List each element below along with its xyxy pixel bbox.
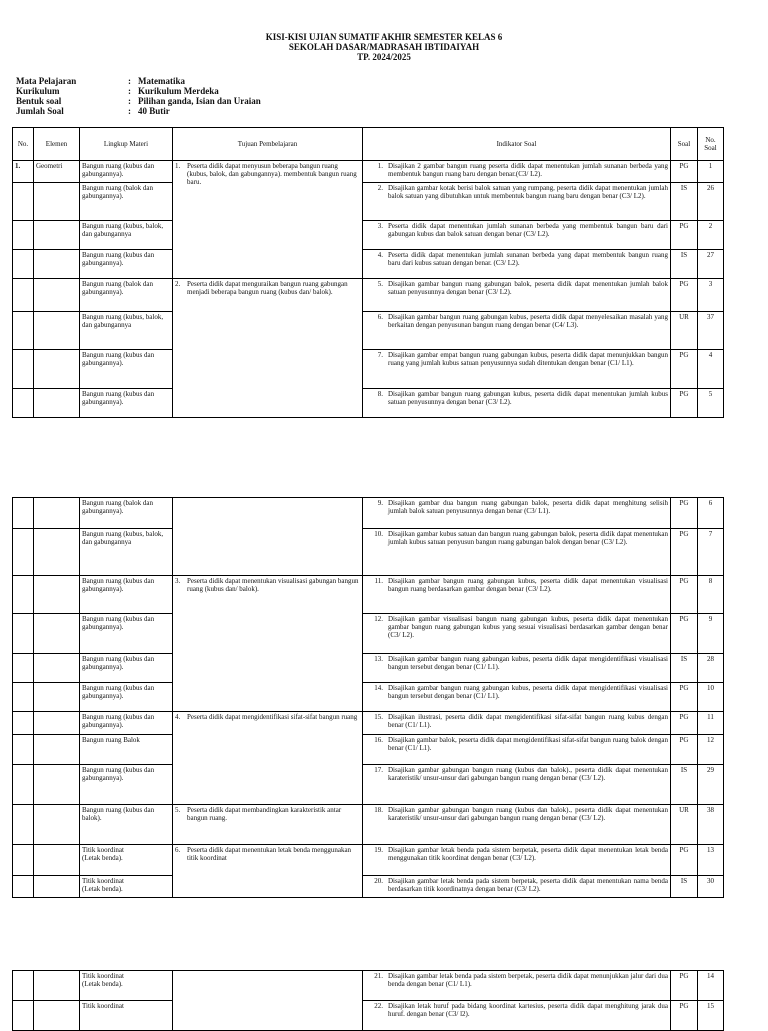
row-number: 1. [13, 161, 34, 183]
table-row [13, 805, 724, 845]
soal-type: IS [671, 183, 698, 221]
elemen-cell [34, 221, 80, 250]
lingkup-cell: Bangun ruang (balok dan gabungannya). [80, 279, 173, 312]
elemen-cell [34, 805, 80, 845]
soal-number: 2 [698, 221, 724, 250]
meta-block [16, 76, 261, 116]
indikator-cell [363, 183, 671, 221]
tujuan-text: Peserta didik dapat membandingkan karakteristik antar bangun ruang. [187, 806, 342, 822]
soal-number: 15 [698, 1001, 724, 1031]
indikator [365, 280, 668, 296]
indikator-cell [363, 250, 671, 279]
lingkup-cell: Bangun ruang (kubus dan balok). [80, 805, 173, 845]
indikator-number: 22. [374, 1002, 383, 1010]
row-number [13, 389, 34, 418]
soal-type: PG [671, 279, 698, 312]
tujuan-text: Peserta didik dapat menyusun beberapa bangun ruang (kubus, balok, dan gabungannya). membentuk bangun ruang baru. [187, 162, 357, 186]
soal-number: 7 [698, 529, 724, 576]
meta-colon: : [128, 86, 131, 96]
indikator [365, 846, 668, 862]
elemen-cell [34, 654, 80, 683]
indikator [365, 736, 668, 752]
meta-colon: : [128, 96, 131, 106]
indikator-cell [363, 161, 671, 183]
elemen-cell [34, 845, 80, 876]
indikator-text: Disajikan gambar empat bangun ruang gabungan kubus, peserta didik dapat menunjukkan bangun ruang yang jumlah kubus satuan penyusunnya sudah ditentukan dengan benar (C1/ L1). [388, 351, 668, 367]
tujuan-text: Peserta didik dapat menentukan visualisasi gabungan bangun ruang (kubus dan/ balok). [187, 577, 359, 593]
soal-type: IS [671, 654, 698, 683]
indikator-cell [363, 765, 671, 805]
table-row [13, 614, 724, 654]
elemen-cell [34, 765, 80, 805]
elemen-cell [34, 1001, 80, 1031]
row-number [13, 805, 34, 845]
soal-type: PG [671, 161, 698, 183]
soal-type: UR [671, 312, 698, 350]
soal-number: 38 [698, 805, 724, 845]
lingkup-cell: Titik koordinat (Letak benda). [80, 876, 173, 898]
indikator [365, 251, 668, 267]
lingkup-cell: Bangun ruang (kubus, balok, dan gabungannya [80, 529, 173, 576]
lingkup-cell: Bangun ruang (kubus, balok, dan gabungannya [80, 221, 173, 250]
soal-number: 3 [698, 279, 724, 312]
indikator-text: Disajikan gambar letak benda pada sistem berpetak, peserta didik dapat menentukan letak benda menggunakan titik koordinat dengan benar (C3/ L2). [388, 846, 668, 862]
indikator-text: Disajikan gambar bangun ruang gabungan kubus, peserta didik dapat mengidentifikasi visualisasi bangun tersebut dengan benar (C1/ L1). [388, 684, 668, 700]
row-number [13, 971, 34, 1001]
indikator-number: 5. [377, 280, 383, 288]
indikator-text: Disajikan gambar balok, peserta didik dapat mengidentifikasi sifat-sifat bangun ruang balok dengan benar (C1/ L1). [388, 736, 668, 752]
lingkup-cell: Bangun ruang (kubus dan gabungannya). [80, 614, 173, 654]
soal-type: PG [671, 1001, 698, 1031]
lingkup-cell: Bangun ruang Balok [80, 735, 173, 765]
indikator-text: Disajikan gambar bangun ruang gabungan balok, peserta didik dapat menentukan jumlah balok satuan penyusunnya dengan benar (C3/ L2). [388, 280, 668, 296]
tujuan-number: 5. [175, 806, 181, 814]
indikator [365, 713, 668, 729]
indikator-cell [363, 735, 671, 765]
elemen-cell [34, 389, 80, 418]
table-row [13, 250, 724, 279]
indikator [365, 615, 668, 639]
indikator [365, 351, 668, 367]
soal-type: PG [671, 529, 698, 576]
elemen-cell [34, 250, 80, 279]
indikator [365, 313, 668, 329]
indikator [365, 766, 668, 782]
table-row [13, 765, 724, 805]
soal-number: 6 [698, 498, 724, 529]
kisi-table-page2 [12, 497, 724, 898]
indikator-text: Disajikan gambar gabungan bangun ruang (kubus dan balok)., peserta didik dapat menentukan karateristik/ unsur-unsur dari gabungan bangun ruang dengan benar (C3/ L2). [388, 766, 668, 782]
soal-number: 12 [698, 735, 724, 765]
indikator [365, 1002, 668, 1018]
meta-label: Mata Pelajaran [16, 76, 77, 86]
indikator-text: Disajikan gambar bangun ruang gabungan kubus, peserta didik dapat menentukan visualisasi bangun ruang berdasarkan gambar dengan benar (C3/ L2). [388, 577, 668, 593]
soal-number: 10 [698, 683, 724, 712]
indikator-number: 14. [374, 684, 383, 692]
kisi-table-page3 [12, 970, 724, 1031]
indikator-text: Disajikan gambar kotak berisi balok satuan yang rumpang, peserta didik dapat menentukan jumlah balok satuan yang dibutuhkan untuk membentuk bangun ruang baru dengan benar (C3/ L2). [388, 184, 668, 200]
indikator [365, 655, 668, 671]
soal-number: 4 [698, 350, 724, 389]
soal-number: 8 [698, 576, 724, 614]
indikator-number: 2. [377, 184, 383, 192]
soal-type: PG [671, 614, 698, 654]
elemen-cell [34, 350, 80, 389]
meta-colon: : [128, 76, 131, 86]
soal-number: 30 [698, 876, 724, 898]
indikator-number: 20. [374, 877, 383, 885]
indikator [365, 530, 668, 546]
soal-type: PG [671, 498, 698, 529]
table-row [13, 312, 724, 350]
lingkup-cell: Bangun ruang (kubus, balok, dan gabungannya [80, 312, 173, 350]
tujuan-text: Peserta didik dapat menentukan letak benda menggunakan titik koordinat [187, 846, 352, 862]
lingkup-cell: Bangun ruang (balok dan gabungannya). [80, 183, 173, 221]
indikator-text: Peserta didik dapat menentukan jumlah sunanan berbeda yang membentuk bangun baru dari gabungan kubus dan balok satuan dengan benar (C3/ L2). [388, 222, 668, 238]
tujuan-cell [173, 161, 363, 279]
lingkup-cell: Titik koordinat [80, 1001, 173, 1031]
indikator-cell [363, 614, 671, 654]
tujuan-cell [173, 576, 363, 712]
row-number [13, 765, 34, 805]
row-number [13, 350, 34, 389]
lingkup-cell: Bangun ruang (kubus dan gabungannya). [80, 576, 173, 614]
indikator-text: Disajikan gambar gabungan bangun ruang (kubus dan balok)., peserta didik dapat menentukan karateristik/ unsur-unsur dari gabungan bangun ruang dengan benar (C3/ L2). [388, 806, 668, 822]
soal-number: 27 [698, 250, 724, 279]
indikator-number: 19. [374, 846, 383, 854]
meta-value: 40 Butir [138, 106, 170, 116]
table-row [13, 576, 724, 614]
indikator-number: 12. [374, 615, 383, 623]
indikator [365, 972, 668, 988]
soal-number: 14 [698, 971, 724, 1001]
soal-type: PG [671, 576, 698, 614]
table-row [13, 845, 724, 876]
lingkup-cell: Bangun ruang (kubus dan gabungannya). [80, 250, 173, 279]
tujuan-number: 6. [175, 846, 181, 854]
row-number [13, 250, 34, 279]
tujuan-number: 4. [175, 713, 181, 721]
indikator-number: 3. [377, 222, 383, 230]
indikator-number: 6. [377, 313, 383, 321]
tujuan-number: 3. [175, 577, 181, 585]
indikator-text: Disajikan 2 gambar bangun ruang peserta didik dapat menentukan jumlah sunanan berbeda yang membentuk bangun ruang baru dengan benar.(C3/ L2). [388, 162, 668, 178]
elemen-cell: Geometri [34, 161, 80, 183]
indikator-number: 11. [374, 577, 383, 585]
soal-type: PG [671, 712, 698, 735]
indikator-cell [363, 498, 671, 529]
soal-number: 13 [698, 845, 724, 876]
table-row [13, 876, 724, 898]
row-number [13, 498, 34, 529]
table-row [13, 279, 724, 312]
table-row [13, 712, 724, 735]
indikator [365, 184, 668, 200]
indikator-cell [363, 654, 671, 683]
doc-year: TP. 2024/2025 [357, 52, 411, 62]
meta-colon: : [128, 106, 131, 116]
indikator-text: Disajikan gambar dua bangun ruang gabungan balok, peserta didik dapat menghitung selisih jumlah balok satuan penyusunnya dengan benar (C3/ L1). [388, 499, 668, 515]
indikator-number: 9. [377, 499, 383, 507]
lingkup-cell: Bangun ruang (kubus dan gabungannya). [80, 350, 173, 389]
tujuan-text: Peserta didik dapat menguraikan bangun ruang gabungan menjadi beberapa bangun ruang (kubus dan/ balok). [187, 280, 348, 296]
table-row [13, 498, 724, 529]
indikator-cell [363, 1001, 671, 1031]
header-soal: Soal [671, 128, 698, 161]
table-row [13, 221, 724, 250]
elemen-cell [34, 876, 80, 898]
indikator-cell [363, 389, 671, 418]
elemen-cell [34, 712, 80, 735]
indikator-number: 1. [377, 162, 383, 170]
indikator-text: Disajikan letak huruf pada bidang koordinat kartesius, peserta didik dapat menghitung jarak dua huruf. dengan benar (C3/ l2). [388, 1002, 668, 1018]
row-number [13, 735, 34, 765]
indikator-text: Disajikan gambar bangun ruang gabungan kubus, peserta didik dapat menentukan jumlah kubus satuan penyusunnya dengan benar (C3/ L2). [388, 390, 668, 406]
row-number [13, 683, 34, 712]
indikator-number: 18. [374, 806, 383, 814]
row-number [13, 529, 34, 576]
indikator-number: 17. [374, 766, 383, 774]
meta-label: Kurikulum [16, 86, 60, 96]
indikator-number: 16. [374, 736, 383, 744]
soal-type: PG [671, 221, 698, 250]
tujuan [175, 713, 360, 721]
indikator-cell [363, 576, 671, 614]
indikator-number: 8. [377, 390, 383, 398]
indikator [365, 577, 668, 593]
indikator [365, 499, 668, 515]
row-number [13, 576, 34, 614]
indikator-number: 21. [374, 972, 383, 980]
elemen-cell [34, 971, 80, 1001]
doc-title: KISI-KISI UJIAN SUMATIF AKHIR SEMESTER KELAS 6 [265, 32, 503, 42]
elemen-cell [34, 683, 80, 712]
indikator-cell [363, 529, 671, 576]
indikator-text: Disajikan gambar visualisasi bangun ruang gabungan kubus, peserta didik dapat menentukan gambar bangun ruang gabungan kubus yang sesuai visualisasi berdasarkan gambar dengan benar (C3/ L2). [388, 615, 668, 639]
indikator-cell [363, 971, 671, 1001]
row-number [13, 712, 34, 735]
table-header-row [13, 128, 724, 161]
header-lingkup: Lingkup Materi [80, 128, 173, 161]
indikator-text: Peserta didik dapat menentukan jumlah sunanan berbeda yang dapat membentuk bangun ruang baru dari kubus satuan dengan benar. (C3/ L2). [388, 251, 668, 267]
row-number [13, 183, 34, 221]
soal-type: IS [671, 250, 698, 279]
row-number [13, 845, 34, 876]
lingkup-cell: Titik koordinat (Letak benda). [80, 845, 173, 876]
indikator-cell [363, 279, 671, 312]
indikator-cell [363, 221, 671, 250]
meta-row [16, 106, 261, 116]
soal-type: IS [671, 876, 698, 898]
indikator [365, 390, 668, 406]
meta-row [16, 96, 261, 106]
indikator-cell [363, 683, 671, 712]
row-number [13, 614, 34, 654]
elemen-cell [34, 312, 80, 350]
row-number [13, 1001, 34, 1031]
indikator-cell [363, 712, 671, 735]
tujuan-cell [173, 805, 363, 845]
indikator-number: 13. [374, 655, 383, 663]
indikator-number: 10. [374, 530, 383, 538]
soal-type: PG [671, 845, 698, 876]
indikator-text: Disajikan gambar bangun ruang gabungan kubus, peserta didik dapat menyelesaikan masalah yang berkaitan dengan penyusunan bangun ruang dengan benar (C4/ L3). [388, 313, 668, 329]
soal-type: PG [671, 735, 698, 765]
lingkup-cell: Bangun ruang (kubus dan gabungannya). [80, 389, 173, 418]
tujuan-cell [173, 498, 363, 576]
kisi-table-page1 [12, 127, 724, 418]
lingkup-cell: Bangun ruang (kubus dan gabungannya). [80, 161, 173, 183]
soal-type: IS [671, 765, 698, 805]
meta-row [16, 76, 261, 86]
lingkup-cell: Titik koordinat (Letak benda). [80, 971, 173, 1001]
table-row [13, 735, 724, 765]
row-number [13, 279, 34, 312]
indikator [365, 877, 668, 893]
lingkup-cell: Bangun ruang (kubus dan gabungannya). [80, 712, 173, 735]
elemen-cell [34, 614, 80, 654]
header-nosoal: No. Soal [698, 128, 724, 161]
indikator [365, 684, 668, 700]
soal-number: 37 [698, 312, 724, 350]
elemen-cell [34, 183, 80, 221]
soal-type: UR [671, 805, 698, 845]
tujuan-cell [173, 845, 363, 898]
lingkup-cell: Bangun ruang (balok dan gabungannya). [80, 498, 173, 529]
row-number [13, 876, 34, 898]
indikator-text: Disajikan gambar bangun ruang gabungan kubus, peserta didik dapat mengidentifikasi visualisasi bangun tersebut dengan benar (C1/ L1). [388, 655, 668, 671]
lingkup-cell: Bangun ruang (kubus dan gabungannya). [80, 654, 173, 683]
elemen-cell [34, 279, 80, 312]
meta-label: Jumlah Soal [16, 106, 64, 116]
meta-value: Kurikulum Merdeka [138, 86, 219, 96]
table-row [13, 683, 724, 712]
indikator-cell [363, 350, 671, 389]
tujuan [175, 806, 360, 822]
soal-number: 29 [698, 765, 724, 805]
tujuan [175, 577, 360, 593]
tujuan [175, 846, 360, 862]
header-elemen: Elemen [34, 128, 80, 161]
tujuan-cell [173, 971, 363, 1031]
lingkup-cell: Bangun ruang (kubus dan gabungannya). [80, 765, 173, 805]
indikator-number: 4. [377, 251, 383, 259]
soal-type: PG [671, 971, 698, 1001]
tujuan-cell [173, 279, 363, 418]
meta-value: Matematika [138, 76, 185, 86]
indikator-number: 7. [377, 351, 383, 359]
indikator-number: 15. [374, 713, 383, 721]
tujuan [175, 162, 360, 186]
soal-number: 11 [698, 712, 724, 735]
meta-label: Bentuk soal [16, 96, 62, 106]
table-row [13, 350, 724, 389]
header-no: No. [13, 128, 34, 161]
row-number [13, 221, 34, 250]
tujuan-text: Peserta didik dapat mengidentifikasi sifat-sifat bangun ruang [187, 713, 358, 721]
row-number [13, 654, 34, 683]
table-row [13, 529, 724, 576]
elemen-cell [34, 576, 80, 614]
indikator-text: Disajikan gambar kubus satuan dan bangun ruang gabungan balok, peserta didik dapat menentukan jumlah kubus satuan penyusun bangun ruang gabungan balok dengan benar (C3/ L2). [388, 530, 668, 546]
elemen-cell [34, 529, 80, 576]
indikator [365, 806, 668, 822]
table-row [13, 161, 724, 183]
soal-number: 28 [698, 654, 724, 683]
table-row [13, 183, 724, 221]
indikator-text: Disajikan gambar letak benda pada sistem berpetak, peserta didik dapat menentukan nama benda berdasarkan titik koordinatnya dengan benar (C3/ L2). [388, 877, 668, 893]
soal-type: PG [671, 683, 698, 712]
table-row [13, 654, 724, 683]
doc-subtitle: SEKOLAH DASAR/MADRASAH IBTIDAIYAH [288, 42, 480, 52]
indikator-text: Disajikan ilustrasi, peserta didik dapat mengidentifikasi sifat-sifat bangun ruang kubus dengan benar (C1/ L1). [388, 713, 668, 729]
lingkup-cell: Bangun ruang (kubus dan gabungannya). [80, 683, 173, 712]
row-number [13, 312, 34, 350]
elemen-cell [34, 498, 80, 529]
indikator-text: Disajikan gambar letak benda pada sistem berpetak, peserta didik dapat menunjukkan jalur dari dua benda dengan benar (C1/ L1). [388, 972, 668, 988]
indikator-cell [363, 312, 671, 350]
header-tujuan: Tujuan Pembelajaran [173, 128, 363, 161]
indikator-cell [363, 876, 671, 898]
soal-number: 1 [698, 161, 724, 183]
indikator-cell [363, 805, 671, 845]
soal-type: PG [671, 389, 698, 418]
tujuan-number: 1. [175, 162, 181, 170]
soal-number: 9 [698, 614, 724, 654]
table-row [13, 389, 724, 418]
meta-value: Pilihan ganda, Isian dan Uraian [138, 96, 261, 106]
soal-number: 5 [698, 389, 724, 418]
table-row [13, 971, 724, 1001]
tujuan-number: 2. [175, 280, 181, 288]
tujuan [175, 280, 360, 296]
tujuan-cell [173, 712, 363, 805]
indikator [365, 162, 668, 178]
header-indikator: Indikator Soal [363, 128, 671, 161]
soal-number: 26 [698, 183, 724, 221]
soal-type: PG [671, 350, 698, 389]
elemen-cell [34, 735, 80, 765]
meta-row [16, 86, 261, 96]
table-row [13, 1001, 724, 1031]
indikator [365, 222, 668, 238]
indikator-cell [363, 845, 671, 876]
